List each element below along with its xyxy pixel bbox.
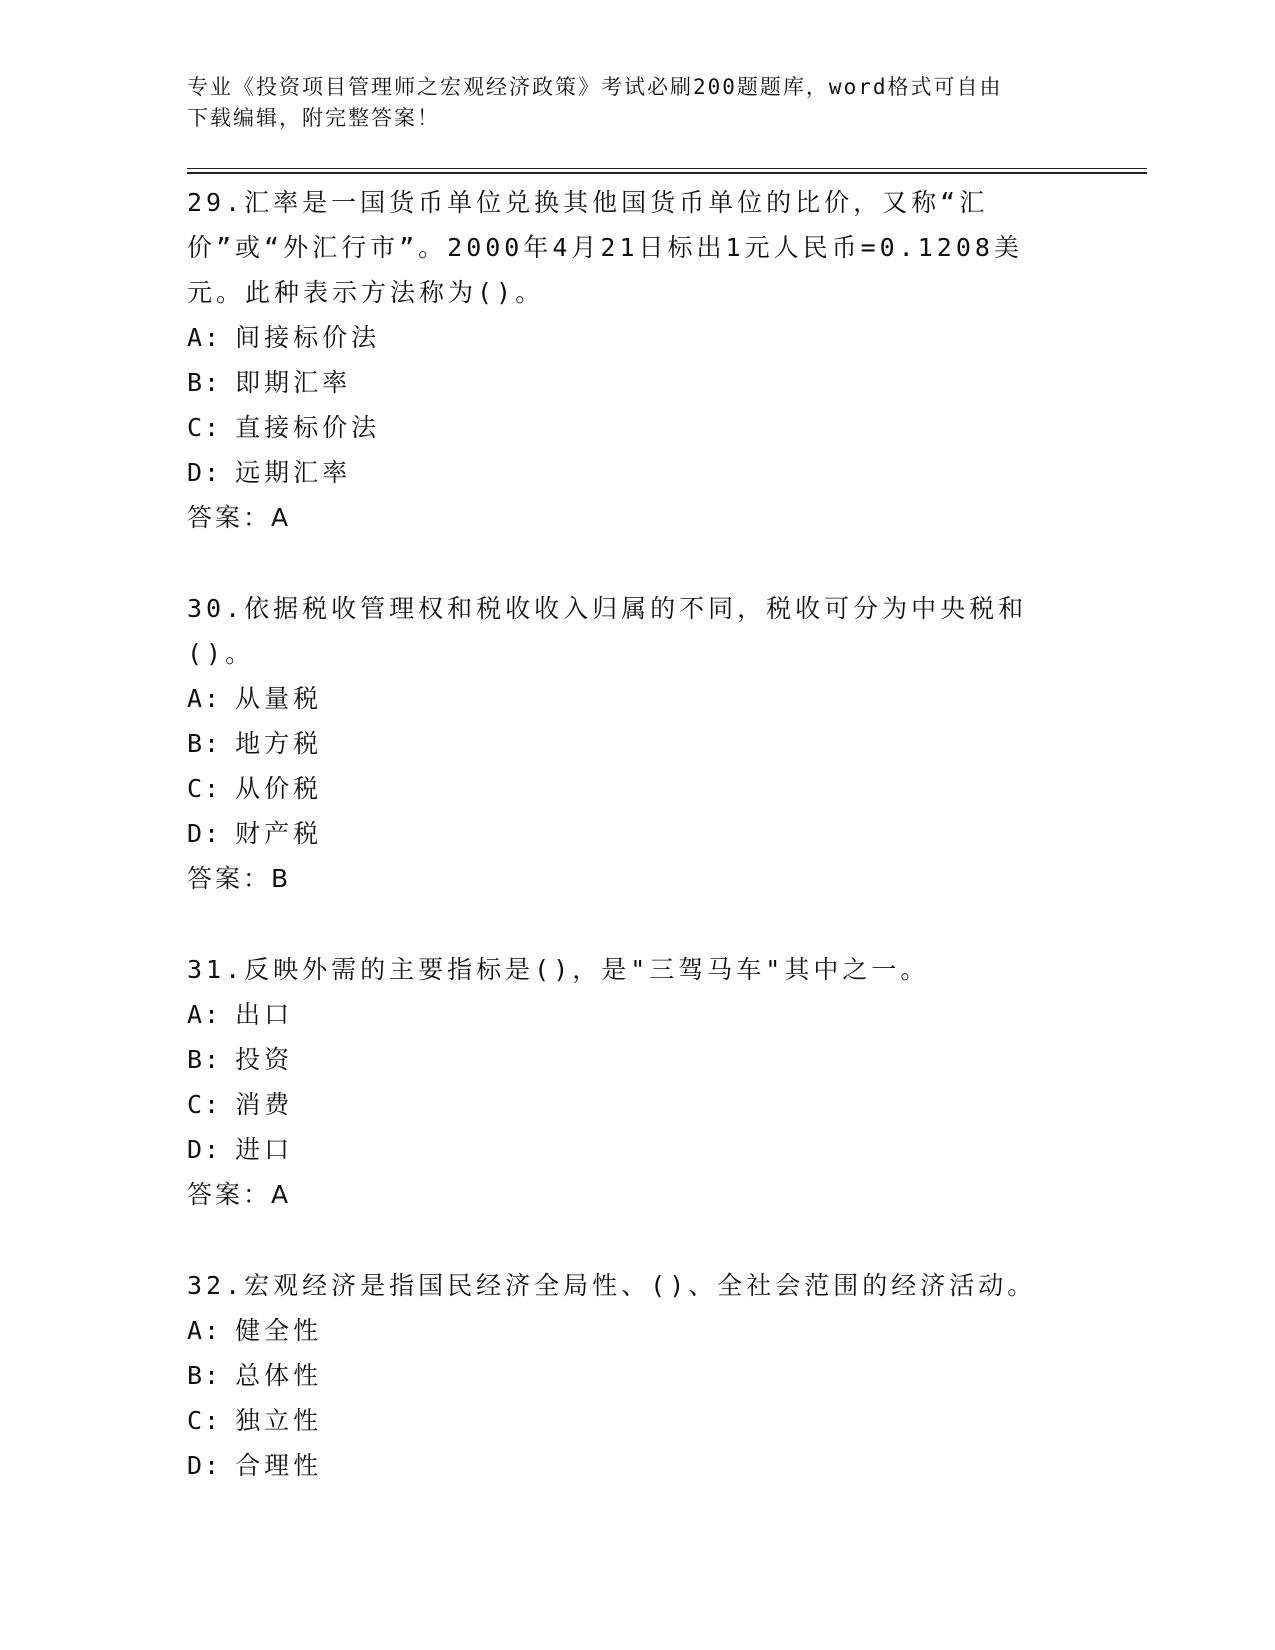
answer-line: 答案：A [187, 503, 292, 532]
header-line-1: 专业《投资项目管理师之宏观经济政策》考试必刷200题题库，word格式可自由 [187, 75, 1003, 99]
question-stem: 32.宏观经济是指国民经济全局性、()、全社会范围的经济活动。 [187, 1271, 1037, 1300]
option-d: D: 合理性 [187, 1451, 323, 1480]
question-30 [187, 586, 1147, 901]
question-31 [187, 947, 1147, 1217]
option-b: B: 投资 [187, 1045, 294, 1074]
option-d: D: 财产税 [187, 819, 323, 848]
question-stem: 31.反映外需的主要指标是()，是"三驾马车"其中之一。 [187, 955, 930, 984]
question-stem: 30.依据税收管理权和税收收入归属的不同，税收可分为中央税和()。 [187, 594, 1028, 668]
option-a: A: 间接标价法 [187, 323, 381, 352]
option-c: C: 直接标价法 [187, 413, 381, 442]
option-c: C: 从价税 [187, 774, 323, 803]
option-a: A: 出口 [187, 1000, 294, 1029]
option-c: C: 消费 [187, 1090, 294, 1119]
answer-line: 答案：B [187, 864, 292, 893]
question-stem: 29.汇率是一国货币单位兑换其他国货币单位的比价，又称“汇价”或“外汇行市”。2000年4月21日标出1元人民币=0.1208美元。此种表示方法称为()。 [187, 188, 1023, 307]
option-a: A: 从量税 [187, 684, 323, 713]
option-d: D: 进口 [187, 1135, 294, 1164]
option-a: A: 健全性 [187, 1316, 323, 1345]
question-32 [187, 1263, 1147, 1488]
option-b: B: 总体性 [187, 1361, 323, 1390]
option-c: C: 独立性 [187, 1406, 323, 1435]
answer-line: 答案：A [187, 1180, 292, 1209]
document-page [187, 72, 1147, 1534]
option-b: B: 即期汇率 [187, 368, 352, 397]
header-divider [187, 168, 1147, 174]
question-29 [187, 180, 1147, 540]
question-list [187, 180, 1147, 1488]
option-b: B: 地方税 [187, 729, 323, 758]
header-line-2: 下载编辑，附完整答案！ [187, 106, 440, 130]
document-header [187, 72, 1067, 134]
option-d: D: 远期汇率 [187, 458, 352, 487]
